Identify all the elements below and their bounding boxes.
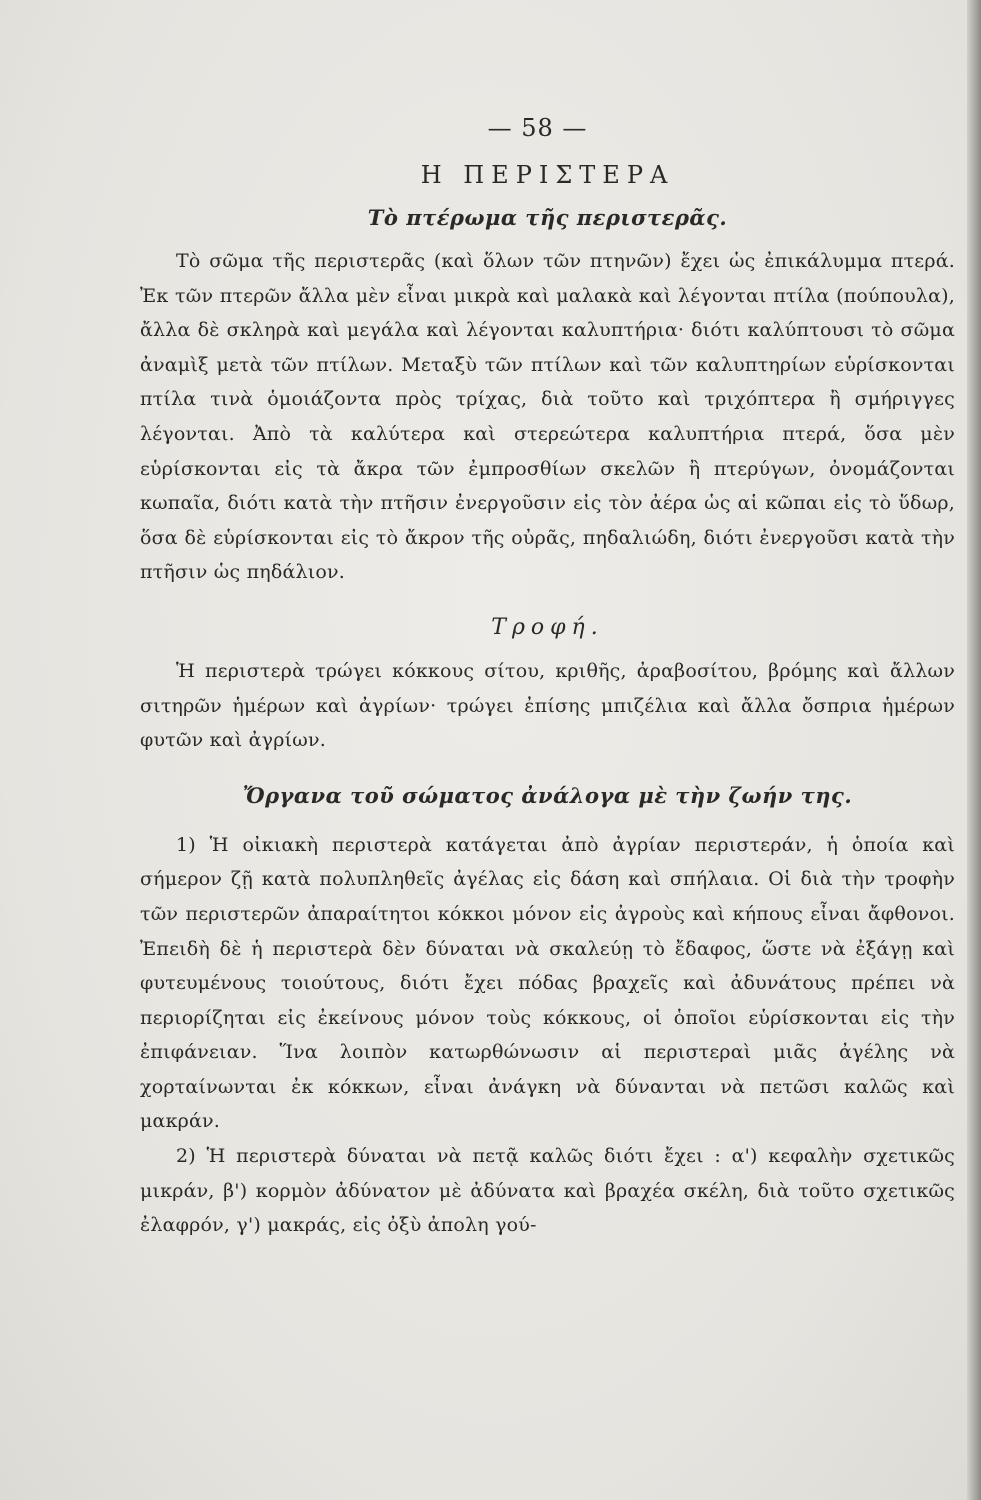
section-title-organs: Ὄργανα τοῦ σώματος ἀνάλογα μὲ τὴν ζωήν της. xyxy=(242,782,853,808)
page-content xyxy=(140,108,955,1243)
paragraph-organs-1: 1) Ἡ οἰκιακὴ περιστερὰ κατάγεται ἀπὸ ἀγρίαν περιστεράν, ἡ ὁποία καὶ σήμερον ζῇ κατὰ πολυπληθεῖς ἀγέλας εἰς δάση καὶ σπήλαια. Οἱ διὰ τὴν τροφὴν τῶν περιστερῶν ἀπαραίτητοι κόκκοι μόνον εἰς ἀγροὺς καὶ κήπους εἶναι ἄφθονοι. Ἐπειδὴ δὲ ἡ περιστερὰ δὲν δύναται νὰ σκαλεύῃ τὸ ἔδαφος, ὥστε νὰ ἐξάγῃ καὶ φυτευμένους τοιούτους, διότι ἔχει πόδας βραχεῖς καὶ ἀδυνάτους πρέπει νὰ περιορίζηται εἰς ἐκείνους μόνον τοὺς κόκκους, οἱ ὁποῖοι εὑρίσκονται εἰς τὴν ἐπιφάνειαν. Ἵνα λοιπὸν κατωρθώνωσιν αἱ περιστεραὶ μιᾶς ἀγέλης νὰ χορταίνωνται ἐκ κόκκων, εἶναι ἀνάγκη νὰ δύνανται νὰ πετῶσι καλῶς καὶ μακράν. xyxy=(140,833,955,1133)
paragraph-food: Ἡ περιστερὰ τρώγει κόκκους σίτου, κριθῆς, ἀραβοσίτου, βρόμης καὶ ἄλλων σιτηρῶν ἡμέρων καὶ ἀγρίων· τρώγει ἐπίσης μπιζέλια καὶ ἄλλα ὄσπρια ἡμέρων φυτῶν καὶ ἀγρίων. xyxy=(140,659,955,752)
section-title-food: Τροφή. xyxy=(491,614,604,640)
paragraph-organs-2: 2) Ἡ περιστερὰ δύναται νὰ πετᾷ καλῶς διότι ἔχει : α') κεφαλὴν σχετικῶς μικράν, β') κορμὸν ἀδύνατον μὲ ἀδύνατα καὶ βραχέα σκέλη, διὰ τοῦτο σχετικῶς ἐλαφρόν, γ') μακράς, εἰς ὀξὺ ἀπολη γού- xyxy=(140,1145,955,1237)
page-number: — 58 — xyxy=(487,114,588,142)
book-spine-edge xyxy=(967,0,981,1500)
chapter-title: Η ΠΕΡΙΣΤΕΡΑ xyxy=(420,161,675,189)
section-title-plumage: Τὸ πτέρωμα τῆς περιστερᾶς. xyxy=(367,205,728,230)
paragraph-plumage: Τὸ σῶμα τῆς περιστερᾶς (καὶ ὅλων τῶν πτηνῶν) ἔχει ὡς ἐπικάλυμμα πτερά. Ἐκ τῶν πτερῶν ἄλλα μὲν εἶναι μικρὰ καὶ μαλακὰ καὶ λέγονται πτίλα (πούπουλα), ἄλλα δὲ σκληρὰ καὶ μεγάλα καὶ λέγονται καλυπτήρια· διότι καλύπτουσι τὸ σῶμα ἀναμὶξ μετὰ τῶν πτίλων. Μεταξὺ τῶν πτίλων καὶ τῶν καλυπτηρίων εὑρίσκονται πτίλα τινὰ ὁμοιάζοντα πρὸς τρίχας, διὰ τοῦτο καὶ τριχόπτερα ἢ σμήριγγες λέγονται. Ἀπὸ τὰ καλύτερα καὶ στερεώτερα καλυπτήρια πτερά, ὅσα μὲν εὑρίσκονται εἰς τὰ ἄκρα τῶν ἐμπροσθίων σκελῶν ἢ πτερύγων, ὀνομάζονται κωπαῖα, διότι κατὰ τὴν πτῆσιν ἐνεργοῦσιν εἰς τὸν ἀέρα ὡς αἱ κῶπαι εἰς τὸ ὕδωρ, ὅσα δὲ εὑρίσκονται εἰς τὸ ἄκρον τῆς οὐρᾶς, πηδαλιώδη, διότι ἐνεργοῦσι κατὰ τὴν πτῆσιν ὡς πηδάλιον. xyxy=(140,250,955,584)
